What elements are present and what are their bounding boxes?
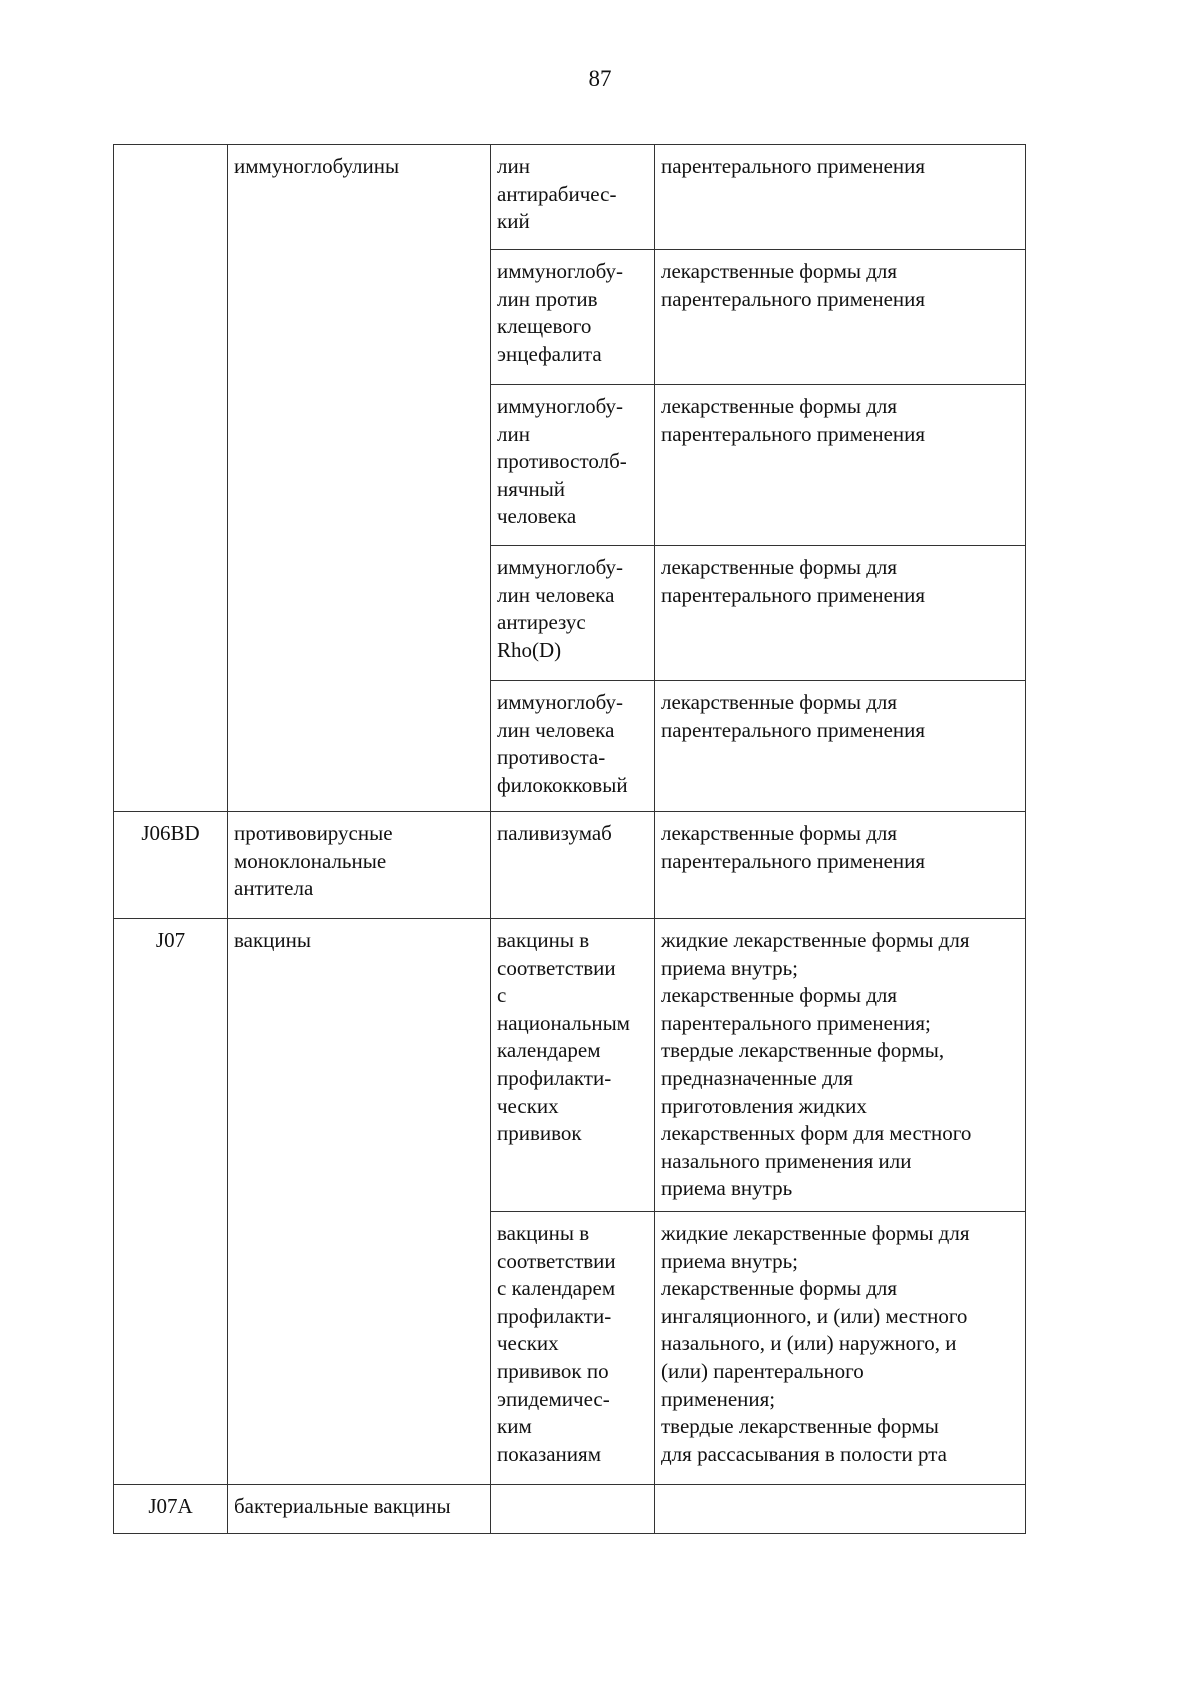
group-name-cell: вакцины bbox=[228, 919, 491, 1485]
drug-name-cell: иммуноглобу- лин против клещевого энцефалита bbox=[491, 250, 655, 385]
dosage-form-cell: лекарственные формы для парентерального применения bbox=[655, 812, 1026, 919]
drug-name-cell: вакцины в соответствии с национальным календарем профилакти- ческих прививок bbox=[491, 919, 655, 1212]
drug-name-cell: иммуноглобу- лин человека антирезус Rho(D) bbox=[491, 546, 655, 681]
drug-name-cell: вакцины в соответствии с календарем профилакти- ческих прививок по эпидемичес- ким показаниям bbox=[491, 1211, 655, 1484]
group-name-cell: противовирусные моноклональные антитела bbox=[228, 812, 491, 919]
atc-code-cell: J06BD bbox=[114, 812, 228, 919]
table-row bbox=[114, 919, 1026, 1212]
dosage-form-cell bbox=[655, 1484, 1026, 1533]
page-number: 87 bbox=[588, 66, 612, 91]
dosage-form-cell: парентерального применения bbox=[655, 145, 1026, 250]
table-row bbox=[114, 812, 1026, 919]
atc-code-cell: J07 bbox=[114, 919, 228, 1485]
atc-code-cell bbox=[114, 145, 228, 812]
drug-name-cell: иммуноглобу- лин противостолб- нячный человека bbox=[491, 385, 655, 546]
drug-name-cell: иммуноглобу- лин человека противоста- филококковый bbox=[491, 681, 655, 812]
dosage-form-cell: лекарственные формы для парентерального применения bbox=[655, 546, 1026, 681]
dosage-form-cell: жидкие лекарственные формы для приема внутрь; лекарственные формы для ингаляционного, и (или) местного назального, и (или) наружного, и (или) парентерального применения; твердые лекарственные формы для рассасывания в полости рта bbox=[655, 1211, 1026, 1484]
dosage-form-cell: лекарственные формы для парентерального применения bbox=[655, 681, 1026, 812]
dosage-form-cell: жидкие лекарственные формы для приема внутрь; лекарственные формы для парентерального применения; твердые лекарственные формы, предназначенные для приготовления жидких лекарственных форм для местного назального применения или приема внутрь bbox=[655, 919, 1026, 1212]
group-name-cell: иммуноглобулины bbox=[228, 145, 491, 812]
table-row bbox=[114, 145, 1026, 250]
dosage-form-cell: лекарственные формы для парентерального применения bbox=[655, 250, 1026, 385]
atc-code-cell: J07A bbox=[114, 1484, 228, 1533]
drug-classification-table bbox=[113, 144, 1026, 1534]
group-name-cell: бактериальные вакцины bbox=[228, 1484, 491, 1533]
drug-name-cell: лин антирабичес- кий bbox=[491, 145, 655, 250]
table-row bbox=[114, 1484, 1026, 1533]
drug-name-cell bbox=[491, 1484, 655, 1533]
dosage-form-cell: лекарственные формы для парентерального применения bbox=[655, 385, 1026, 546]
drug-name-cell: паливизумаб bbox=[491, 812, 655, 919]
